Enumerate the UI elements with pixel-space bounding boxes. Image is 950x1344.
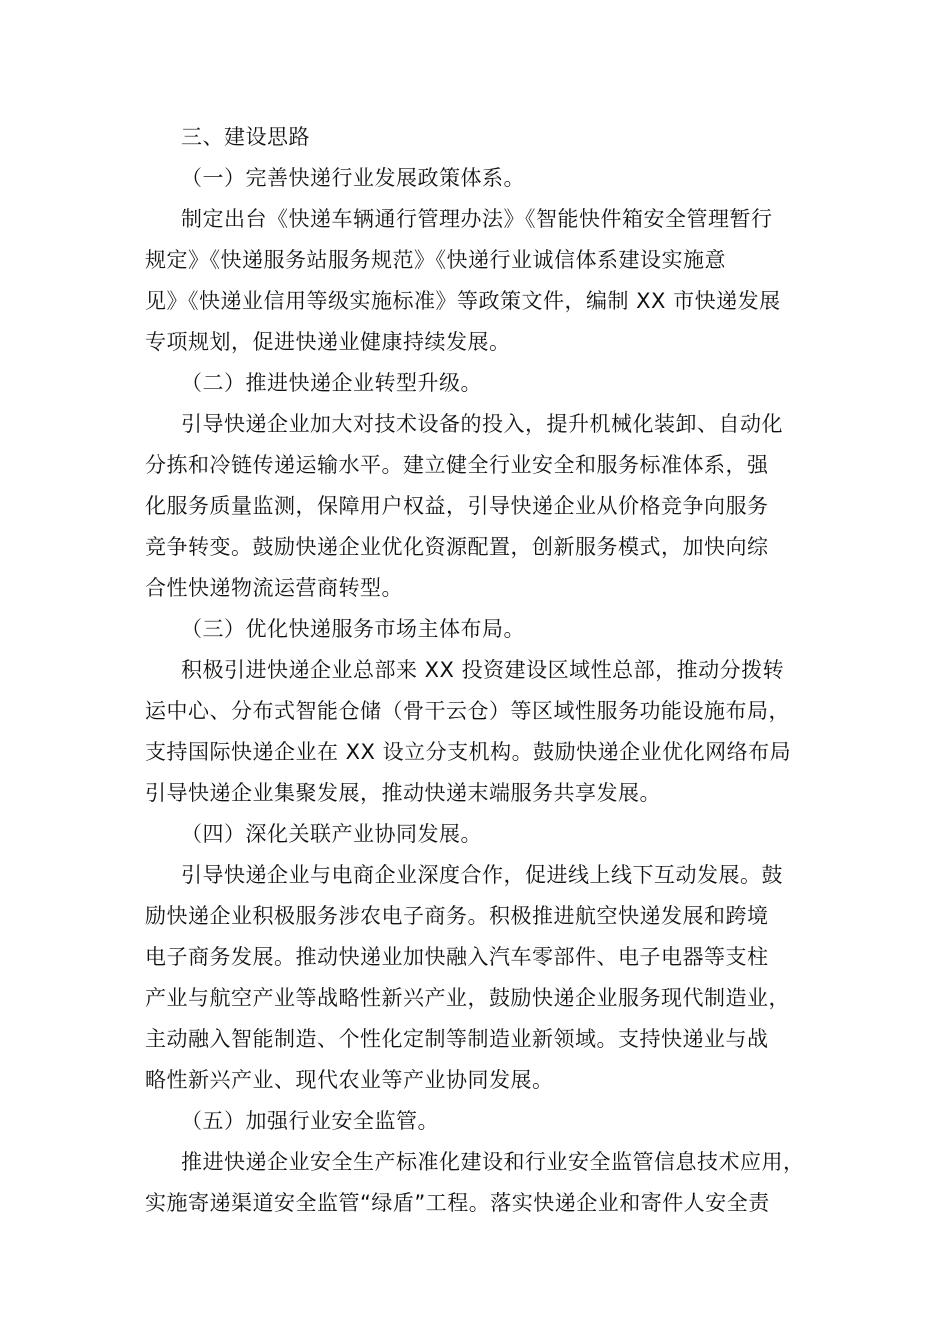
paragraph-line: 专项规划，促进快递业健康持续发展。 xyxy=(145,330,511,354)
document-body xyxy=(145,117,810,1224)
paragraph-line: 引导快递企业集聚发展，推动快递末端服务共享发展。 xyxy=(145,781,661,805)
paragraph-line: 励快递企业积极服务涉农电子商务。积极推进航空快递发展和跨境 xyxy=(145,904,769,928)
paragraph-line: 化服务质量监测，保障用户权益，引导快递企业从价格竞争向服务 xyxy=(145,494,769,518)
paragraph-line: 支持国际快递企业在 XX 设立分支机构。鼓励快递企业优化网络布局 xyxy=(145,740,792,764)
paragraph-line: 产业与航空产业等战略性新兴产业，鼓励快递企业服务现代制造业， xyxy=(145,986,790,1010)
paragraph-line: 主动融入智能制造、个性化定制等制造业新领域。支持快递业与战 xyxy=(145,1027,769,1051)
subsection-heading-4: （四）深化关联产业协同发展。 xyxy=(181,822,482,846)
paragraph-line: 合性快递物流运营商转型。 xyxy=(145,576,403,600)
subsection-heading-3: （三）优化快递服务市场主体布局。 xyxy=(181,617,525,641)
paragraph-line: 分拣和冷链传递运输水平。建立健全行业安全和服务标准体系，强 xyxy=(145,453,769,477)
subsection-heading-1: （一）完善快递行业发展政策体系。 xyxy=(181,166,525,190)
paragraph-line: 略性新兴产业、现代农业等产业协同发展。 xyxy=(145,1068,554,1092)
paragraph-line: 实施寄递渠道安全监管“绿盾”工程。落实快递企业和寄件人安全责 xyxy=(145,1191,770,1215)
paragraph-line: 见》《快递业信用等级实施标准》等政策文件，编制 XX 市快递发展 xyxy=(145,289,781,313)
paragraph-line: 运中心、分布式智能仓储（骨干云仓）等区域性服务功能设施布局， xyxy=(145,699,790,723)
subsection-heading-2: （二）推进快递企业转型升级。 xyxy=(181,371,482,395)
section-heading: 三、建设思路 xyxy=(181,125,310,149)
paragraph-line: 竞争转变。鼓励快递企业优化资源配置，创新服务模式，加快向综 xyxy=(145,535,769,559)
paragraph-line: 制定出台《快递车辆通行管理办法》《智能快件箱安全管理暂行 xyxy=(181,207,773,231)
subsection-heading-5: （五）加强行业安全监管。 xyxy=(181,1109,439,1133)
paragraph-line: 引导快递企业与电商企业深度合作，促进线上线下互动发展。鼓 xyxy=(181,863,783,887)
paragraph-line: 规定》《快递服务站服务规范》《快递行业诚信体系建设实施意 xyxy=(145,248,726,272)
paragraph-line: 推进快递企业安全生产标准化建设和行业安全监管信息技术应用， xyxy=(181,1150,805,1174)
paragraph-line: 引导快递企业加大对技术设备的投入，提升机械化装卸、自动化 xyxy=(181,412,783,436)
paragraph-line: 电子商务发展。推动快递业加快融入汽车零部件、电子电器等支柱 xyxy=(145,945,769,969)
paragraph-line: 积极引进快递企业总部来 XX 投资建设区域性总部，推动分拨转 xyxy=(181,658,785,682)
